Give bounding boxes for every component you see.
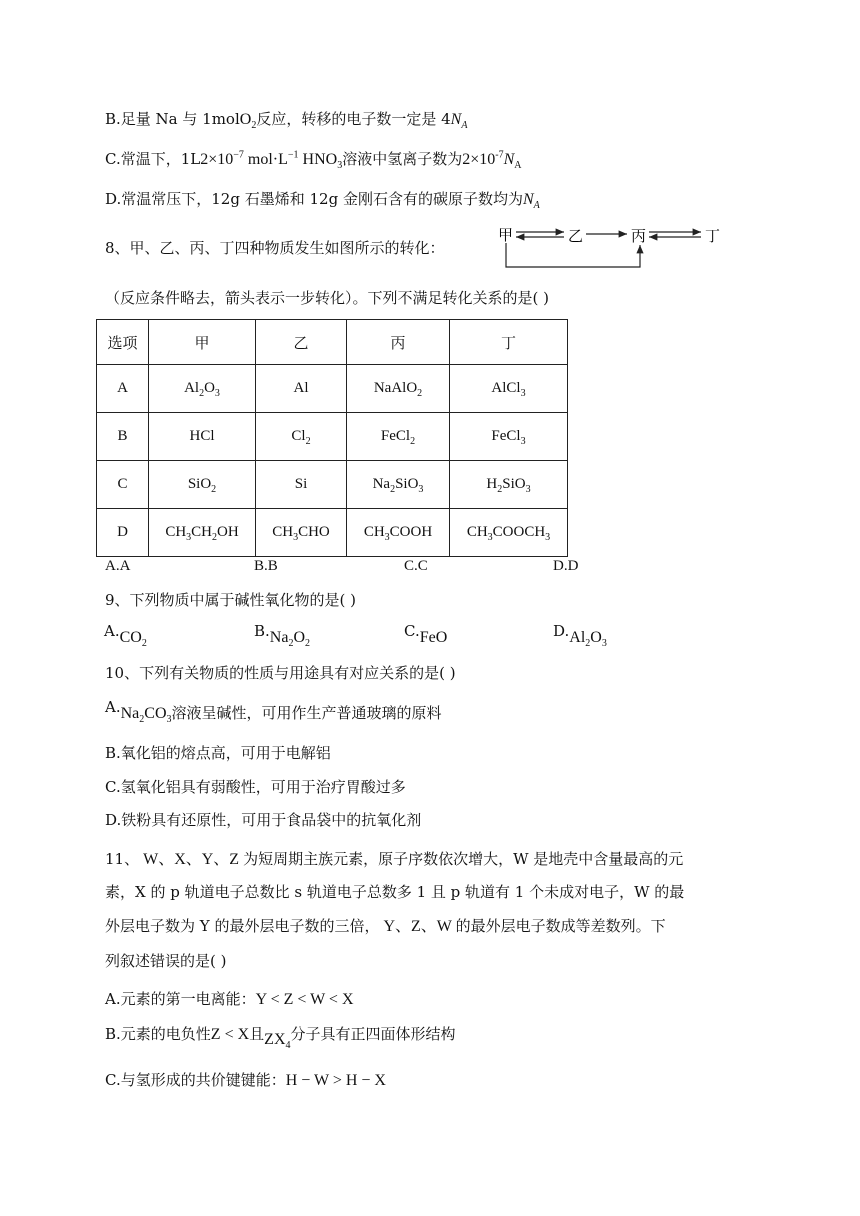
option-11b[interactable]: B.元素的电负性Z < X且$ZX_4$分子具有正四面体形结构 [105, 1025, 456, 1052]
electronegativity-order: Z < X [210, 1026, 250, 1043]
table-option-cell: B [97, 413, 149, 461]
question-8-stem: 8、甲、乙、丙、丁四种物质发生如图所示的转化： [105, 239, 445, 257]
table-header-cell: 丙 [347, 320, 450, 365]
text: B.足量 Na 与 1mol [105, 110, 240, 128]
ion-count-formula: $2\times 10^{-7}N_A$ [462, 149, 522, 172]
table-option-cell: D [97, 509, 149, 557]
bond-energy-order: H − W > H − X [285, 1072, 386, 1089]
table-formula-cell: FeCl$_3$ [450, 413, 568, 461]
table-header-cell: 甲 [149, 320, 256, 365]
table-option-cell: A [97, 365, 149, 413]
scheme-ding: 丁 [705, 227, 721, 245]
answer-option-a[interactable]: A.A [105, 558, 131, 574]
avogadro-symbol: $N_A$ [450, 111, 468, 132]
table-formula-cell: $CH_3COOH$ [347, 509, 450, 557]
question-9-stem: 9、下列物质中属于碱性氧化物的是( ) [105, 591, 357, 609]
option-10a[interactable]: $A.Na_2CO_3$溶液呈碱性，可用作生产普通玻璃的原料 [105, 698, 442, 726]
table-row [97, 365, 568, 413]
option-7c [105, 148, 522, 171]
table-formula-cell: $CH_3CH_2OH$ [149, 509, 256, 557]
q9-option-a[interactable]: $A.CO_2$ [104, 622, 147, 650]
elements-yzw: Y、Z、W [379, 918, 456, 935]
table-formula-cell: $CH_3COOCH_3$ [450, 509, 568, 557]
table-formula-cell: FeCl$_2$ [347, 413, 450, 461]
option-7d [105, 188, 540, 211]
table-formula-cell: $Cl_2$ [256, 413, 347, 461]
concentration-formula: $2\times 10^{-7}$ $mol\cdot L^{-1}$ $HNO_3$ [200, 149, 343, 172]
question-11-stem-line3: 外层电子数为 Y 的最外层电子数的三倍， Y、Z、W 的最外层电子数成等差数列。下 [105, 917, 666, 935]
option-11a[interactable]: A.元素的第一电离能：Y < Z < W < X [105, 990, 354, 1008]
answer-option-c[interactable]: C.C [404, 558, 428, 574]
table-header-cell: 选项 [97, 320, 149, 365]
question-10-stem: 10、下列有关物质的性质与用途具有对应关系的是( ) [105, 664, 456, 682]
text: D.常温常压下，12g 石墨烯和 12g 金刚石含有的碳原子数均为 [105, 190, 523, 208]
table-formula-cell: $Al_2O_3$ [149, 365, 256, 413]
text: 溶液中氢离子数为 [342, 150, 463, 168]
table-formula-cell: AlCl$_3$ [450, 365, 568, 413]
arrow-jia-to-bing [506, 243, 640, 267]
scheme-bing: 丙 [631, 227, 647, 245]
q9-option-c[interactable]: C.FeO [404, 622, 448, 646]
formula-zx4: $ZX_4$ [264, 1031, 291, 1052]
question-11-stem-line2: 素，X 的 p 轨道电子总数比 s 轨道电子总数多 1 且 p 轨道有 1 个未成对电子，W 的最 [105, 883, 685, 901]
formula-o2: $O_2$ [239, 111, 257, 132]
table-formula-cell: NaAlO$_2$ [347, 365, 450, 413]
table-row [97, 413, 568, 461]
option-7b [105, 108, 467, 131]
option-10d[interactable]: D.铁粉具有还原性，可用于食品袋中的抗氧化剂 [105, 811, 422, 829]
text: C.常温下，1L [105, 150, 201, 168]
scheme-yi: 乙 [568, 227, 584, 245]
ionization-order: Y < Z < W < X [255, 991, 354, 1008]
question-8-stem-continued: （反应条件略去，箭头表示一步转化）。下列不满足转化关系的是( ) [105, 289, 549, 307]
table-formula-cell: Al [256, 365, 347, 413]
q9-option-b[interactable]: $B.Na_2O_2$ [254, 622, 311, 650]
elements-wxyz: W、X、Y、Z [139, 851, 244, 868]
conversion-scheme-diagram [496, 222, 728, 272]
table-formula-cell: $Na_2SiO_3$ [347, 461, 450, 509]
table-header-cell: 乙 [256, 320, 347, 365]
question-11-stem-line1: 11、 W、X、Y、Z 为短周期主族元素，原子序数依次增大，W 是地壳中含量最高的元 [105, 850, 684, 868]
formula-na2co3: $Na_2CO_3$ [120, 705, 172, 726]
table-formula-cell: HCl [149, 413, 256, 461]
avogadro-symbol: $N_A$ [522, 191, 540, 212]
table-option-cell: C [97, 461, 149, 509]
table-formula-cell: $CH_3CHO$ [256, 509, 347, 557]
table-formula-cell: $H_2SiO_3$ [450, 461, 568, 509]
table-formula-cell: SiO$_2$ [149, 461, 256, 509]
table-header-cell: 丁 [450, 320, 568, 365]
q9-option-d[interactable]: $D.Al_2O_3$ [553, 622, 607, 650]
option-11c[interactable]: C.与氢形成的共价键键能：H − W > H − X [105, 1071, 386, 1089]
scheme-jia: 甲 [498, 226, 514, 244]
question-11-stem-line4: 列叙述错误的是( ) [105, 952, 227, 970]
table-formula-cell: Si [256, 461, 347, 509]
text: 反应，转移的电子数一定是 4 [256, 110, 451, 128]
table-header-row [97, 320, 568, 365]
answer-option-d[interactable]: D.D [553, 558, 579, 574]
table-row [97, 509, 568, 557]
table-row [97, 461, 568, 509]
option-10c[interactable]: C.氢氧化铝具有弱酸性，可用于治疗胃酸过多 [105, 778, 406, 796]
options-table [96, 319, 568, 557]
answer-option-b[interactable]: B.B [254, 558, 278, 574]
option-10b[interactable]: B.氧化铝的熔点高，可用于电解铝 [105, 744, 331, 762]
